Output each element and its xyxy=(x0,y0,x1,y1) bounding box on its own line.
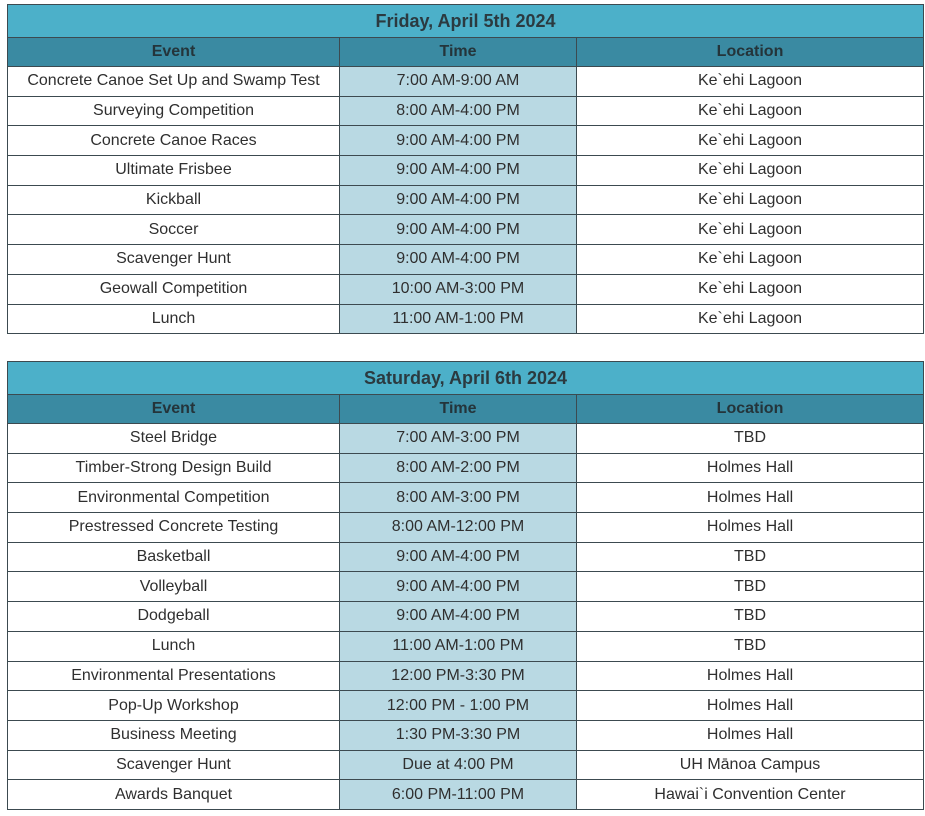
event-cell: Prestressed Concrete Testing xyxy=(8,513,340,543)
time-cell: 9:00 AM-4:00 PM xyxy=(340,572,577,602)
location-cell: TBD xyxy=(577,542,924,572)
table-row xyxy=(8,245,924,275)
table-row xyxy=(8,126,924,156)
event-cell: Volleyball xyxy=(8,572,340,602)
event-cell: Concrete Canoe Set Up and Swamp Test xyxy=(8,67,340,97)
column-header: Event xyxy=(8,395,340,424)
time-cell: 10:00 AM-3:00 PM xyxy=(340,274,577,304)
location-cell: Ke`ehi Lagoon xyxy=(577,156,924,186)
location-cell: Ke`ehi Lagoon xyxy=(577,274,924,304)
event-cell: Geowall Competition xyxy=(8,274,340,304)
location-cell: Ke`ehi Lagoon xyxy=(577,245,924,275)
table-row xyxy=(8,572,924,602)
table-row xyxy=(8,215,924,245)
event-cell: Environmental Competition xyxy=(8,483,340,513)
saturday-schedule-table xyxy=(7,361,924,810)
header-row xyxy=(8,395,924,424)
table-row xyxy=(8,750,924,780)
location-cell: Holmes Hall xyxy=(577,720,924,750)
time-cell: 9:00 AM-4:00 PM xyxy=(340,156,577,186)
event-cell: Steel Bridge xyxy=(8,424,340,454)
time-cell: 1:30 PM-3:30 PM xyxy=(340,720,577,750)
table-row xyxy=(8,780,924,810)
column-header: Event xyxy=(8,38,340,67)
table-row xyxy=(8,274,924,304)
table-row xyxy=(8,631,924,661)
event-cell: Awards Banquet xyxy=(8,780,340,810)
location-cell: TBD xyxy=(577,424,924,454)
event-cell: Concrete Canoe Races xyxy=(8,126,340,156)
table-title: Friday, April 5th 2024 xyxy=(8,5,924,38)
time-cell: 9:00 AM-4:00 PM xyxy=(340,126,577,156)
table-row xyxy=(8,185,924,215)
table-title-row xyxy=(8,362,924,395)
column-header: Time xyxy=(340,38,577,67)
table-row xyxy=(8,453,924,483)
location-cell: Ke`ehi Lagoon xyxy=(577,126,924,156)
time-cell: 8:00 AM-2:00 PM xyxy=(340,453,577,483)
table-row xyxy=(8,513,924,543)
location-cell: Ke`ehi Lagoon xyxy=(577,67,924,97)
location-cell: Holmes Hall xyxy=(577,661,924,691)
time-cell: 6:00 PM-11:00 PM xyxy=(340,780,577,810)
event-cell: Basketball xyxy=(8,542,340,572)
friday-schedule-table xyxy=(7,4,924,334)
location-cell: Ke`ehi Lagoon xyxy=(577,215,924,245)
table-row xyxy=(8,720,924,750)
time-cell: 12:00 PM-3:30 PM xyxy=(340,661,577,691)
column-header: Location xyxy=(577,38,924,67)
location-cell: Holmes Hall xyxy=(577,691,924,721)
event-cell: Business Meeting xyxy=(8,720,340,750)
time-cell: 7:00 AM-3:00 PM xyxy=(340,424,577,454)
table-row xyxy=(8,602,924,632)
location-cell: TBD xyxy=(577,572,924,602)
time-cell: Due at 4:00 PM xyxy=(340,750,577,780)
location-cell: Hawai`i Convention Center xyxy=(577,780,924,810)
location-cell: TBD xyxy=(577,602,924,632)
table-row xyxy=(8,691,924,721)
table-row xyxy=(8,67,924,97)
time-cell: 7:00 AM-9:00 AM xyxy=(340,67,577,97)
time-cell: 9:00 AM-4:00 PM xyxy=(340,542,577,572)
time-cell: 12:00 PM - 1:00 PM xyxy=(340,691,577,721)
location-cell: TBD xyxy=(577,631,924,661)
event-cell: Lunch xyxy=(8,304,340,334)
location-cell: Ke`ehi Lagoon xyxy=(577,304,924,334)
table-row xyxy=(8,156,924,186)
location-cell: Holmes Hall xyxy=(577,513,924,543)
table-row xyxy=(8,304,924,334)
event-cell: Environmental Presentations xyxy=(8,661,340,691)
location-cell: Ke`ehi Lagoon xyxy=(577,96,924,126)
table-row xyxy=(8,96,924,126)
time-cell: 8:00 AM-12:00 PM xyxy=(340,513,577,543)
event-cell: Lunch xyxy=(8,631,340,661)
event-cell: Dodgeball xyxy=(8,602,340,632)
table-row xyxy=(8,424,924,454)
time-cell: 8:00 AM-3:00 PM xyxy=(340,483,577,513)
event-cell: Pop-Up Workshop xyxy=(8,691,340,721)
time-cell: 11:00 AM-1:00 PM xyxy=(340,304,577,334)
time-cell: 8:00 AM-4:00 PM xyxy=(340,96,577,126)
time-cell: 9:00 AM-4:00 PM xyxy=(340,245,577,275)
column-header: Location xyxy=(577,395,924,424)
event-cell: Soccer xyxy=(8,215,340,245)
table-row xyxy=(8,661,924,691)
event-cell: Ultimate Frisbee xyxy=(8,156,340,186)
time-cell: 9:00 AM-4:00 PM xyxy=(340,215,577,245)
event-cell: Scavenger Hunt xyxy=(8,245,340,275)
location-cell: UH Mānoa Campus xyxy=(577,750,924,780)
location-cell: Holmes Hall xyxy=(577,453,924,483)
header-row xyxy=(8,38,924,67)
event-cell: Timber-Strong Design Build xyxy=(8,453,340,483)
table-title: Saturday, April 6th 2024 xyxy=(8,362,924,395)
location-cell: Ke`ehi Lagoon xyxy=(577,185,924,215)
time-cell: 11:00 AM-1:00 PM xyxy=(340,631,577,661)
location-cell: Holmes Hall xyxy=(577,483,924,513)
table-row xyxy=(8,542,924,572)
table-title-row xyxy=(8,5,924,38)
time-cell: 9:00 AM-4:00 PM xyxy=(340,602,577,632)
event-cell: Scavenger Hunt xyxy=(8,750,340,780)
event-cell: Surveying Competition xyxy=(8,96,340,126)
column-header: Time xyxy=(340,395,577,424)
time-cell: 9:00 AM-4:00 PM xyxy=(340,185,577,215)
table-row xyxy=(8,483,924,513)
event-cell: Kickball xyxy=(8,185,340,215)
